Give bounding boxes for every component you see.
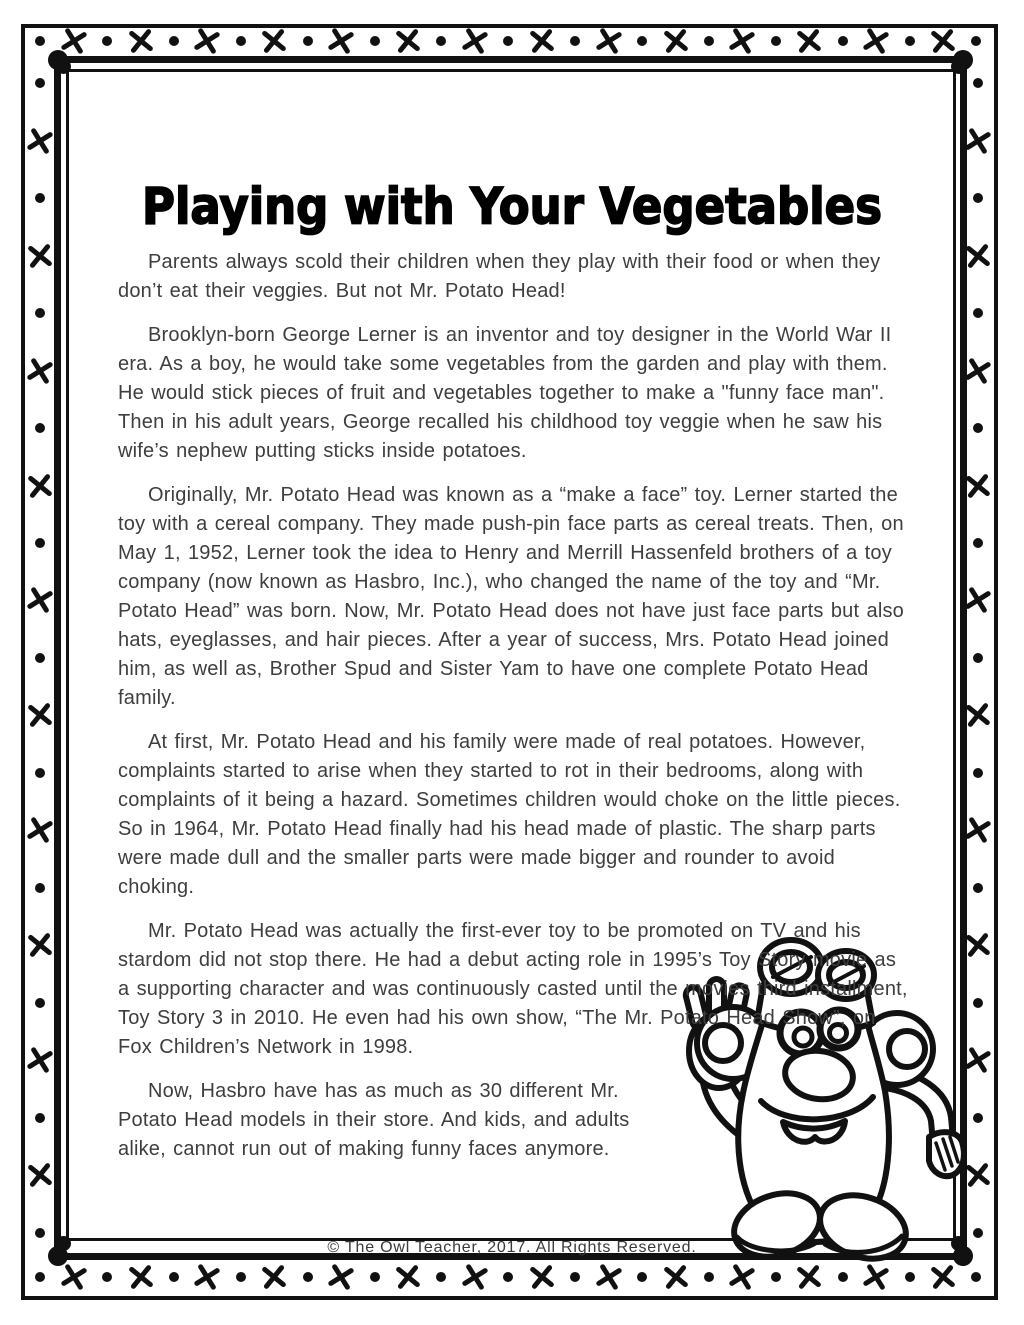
border-x-mark (461, 1263, 489, 1291)
border-dot (436, 1272, 446, 1282)
border-dot (370, 1272, 380, 1282)
page-title: Playing with Your Vegetables (142, 177, 882, 236)
border-dot (35, 768, 45, 778)
border-x-mark (26, 1046, 54, 1074)
paragraph-1: Parents always scold their children when they play with their food or when they don’t eat their veggies. But not Mr. Potato Head! (118, 251, 881, 302)
border-x-mark (26, 702, 53, 729)
border-x-mark (327, 27, 355, 55)
border-pattern-left (26, 58, 54, 1258)
border-dot (704, 36, 714, 46)
border-x-mark (964, 702, 991, 729)
border-dot (436, 36, 446, 46)
border-dot (303, 36, 313, 46)
border-x-mark (528, 1263, 555, 1290)
border-dot (236, 36, 246, 46)
border-dot (637, 36, 647, 46)
border-x-mark (394, 1263, 421, 1290)
border-x-mark (194, 27, 222, 55)
border-x-mark (862, 27, 890, 55)
border-x-mark (194, 1263, 222, 1291)
border-x-mark (964, 127, 992, 155)
border-dot (35, 998, 45, 1008)
border-dot (570, 36, 580, 46)
border-x-mark (26, 932, 53, 959)
border-x-mark (26, 1161, 53, 1188)
border-x-mark (662, 27, 689, 54)
border-x-mark (796, 27, 823, 54)
border-dot (35, 423, 45, 433)
border-x-mark (394, 27, 421, 54)
corner-dot (56, 59, 71, 74)
paragraph-5: Mr. Potato Head was actually the first-ever toy to be promoted on TV and his stardom did not stop there. He had a debut acting role in 1995’s Toy Story movie as a supporting character and was continuously casted until the movies third installment, Toy Story 3 in 2010. He even had his own show, “The Mr. Potato Head Show”, on Fox Children’s Network in 1998. (118, 920, 908, 1058)
border-dot (236, 1272, 246, 1282)
border-x-mark (929, 27, 956, 54)
border-x-mark (964, 472, 991, 499)
border-x-mark (595, 1263, 623, 1291)
border-x-mark (26, 127, 54, 155)
border-x-mark (261, 27, 288, 54)
border-dot (971, 36, 981, 46)
border-x-mark (127, 1263, 154, 1290)
border-x-mark (729, 27, 757, 55)
article-body (118, 248, 908, 1179)
paragraph-3: Originally, Mr. Potato Head was known as a “make a face” toy. Lerner started the toy with a cereal company. They made push-pin face parts as cereal treats. Then, on May 1, 1952, Lerner took the idea to Henry and Merrill Hassenfeld brothers of a toy company (now known as Hasbro, Inc.), who changed the name of the toy and “Mr. Potato Head” was born. Now, Mr. Potato Head does not have just face parts but also hats, eyeglasses, and hair pieces. After a year of success, Mrs. Potato Head joined him, as well as, Brother Spud and Sister Yam to have one complete Potato Head family. (118, 484, 904, 709)
border-dot (370, 36, 380, 46)
border-x-mark (60, 1263, 88, 1291)
border-x-mark (964, 587, 992, 615)
border-x-mark (964, 242, 991, 269)
border-dot (102, 36, 112, 46)
border-dot (35, 36, 45, 46)
border-dot (973, 308, 983, 318)
border-x-mark (964, 816, 992, 844)
border-dot (570, 1272, 580, 1282)
border-dot (973, 78, 983, 88)
border-dot (169, 36, 179, 46)
border-x-mark (26, 816, 54, 844)
border-dot (35, 883, 45, 893)
border-dot (102, 1272, 112, 1282)
border-dot (35, 78, 45, 88)
border-x-mark (26, 587, 54, 615)
border-x-mark (26, 472, 53, 499)
paragraph-6: Now, Hasbro have has as much as 30 different Mr. Potato Head models in their store. And kids, and adults alike, cannot run out of making funny faces anymore. (118, 1080, 630, 1160)
border-x-mark (26, 242, 53, 269)
corner-dot (951, 59, 966, 74)
border-dot (838, 36, 848, 46)
border-dot (503, 1272, 513, 1282)
border-x-mark (60, 27, 88, 55)
border-dot (35, 308, 45, 318)
copyright-notice: © The Owl Teacher, 2017. All Rights Reserved. (327, 1239, 697, 1256)
border-dot (905, 36, 915, 46)
border-dot (35, 538, 45, 548)
border-dot (503, 36, 513, 46)
border-dot (973, 538, 983, 548)
border-dot (35, 1228, 45, 1238)
border-dot (35, 1272, 45, 1282)
border-x-mark (327, 1263, 355, 1291)
border-dot (35, 653, 45, 663)
border-dot (169, 1272, 179, 1282)
border-dot (973, 883, 983, 893)
border-x-mark (964, 357, 992, 385)
border-x-mark (528, 27, 555, 54)
border-dot (973, 768, 983, 778)
border-dot (973, 653, 983, 663)
border-dot (771, 36, 781, 46)
border-pattern-top (27, 27, 990, 55)
border-dot (973, 423, 983, 433)
paragraph-4: At first, Mr. Potato Head and his family were made of real potatoes. However, complaints started to arise when they started to rot in their bedrooms, along with complaints of it being a hazard. Sometimes children would choke on the little pieces. So in 1964, Mr. Potato Head finally had his head made of plastic. The sharp parts were made dull and the smaller parts were made bigger and rounder to avoid choking. (118, 731, 901, 898)
paragraph-2: Brooklyn-born George Lerner is an inventor and toy designer in the World War II era. As a boy, he would take some vegetables from the garden and play with them. He would stick pieces of fruit and vegetables together to make a "funny face man". Then in his adult years, George recalled his childhood toy veggie when he saw his wife’s nephew putting sticks inside potatoes. (118, 324, 892, 462)
border-x-mark (461, 27, 489, 55)
border-dot (303, 1272, 313, 1282)
border-x-mark (261, 1263, 288, 1290)
border-x-mark (595, 27, 623, 55)
border-x-mark (26, 357, 54, 385)
border-dot (35, 1113, 45, 1123)
border-x-mark (127, 27, 154, 54)
